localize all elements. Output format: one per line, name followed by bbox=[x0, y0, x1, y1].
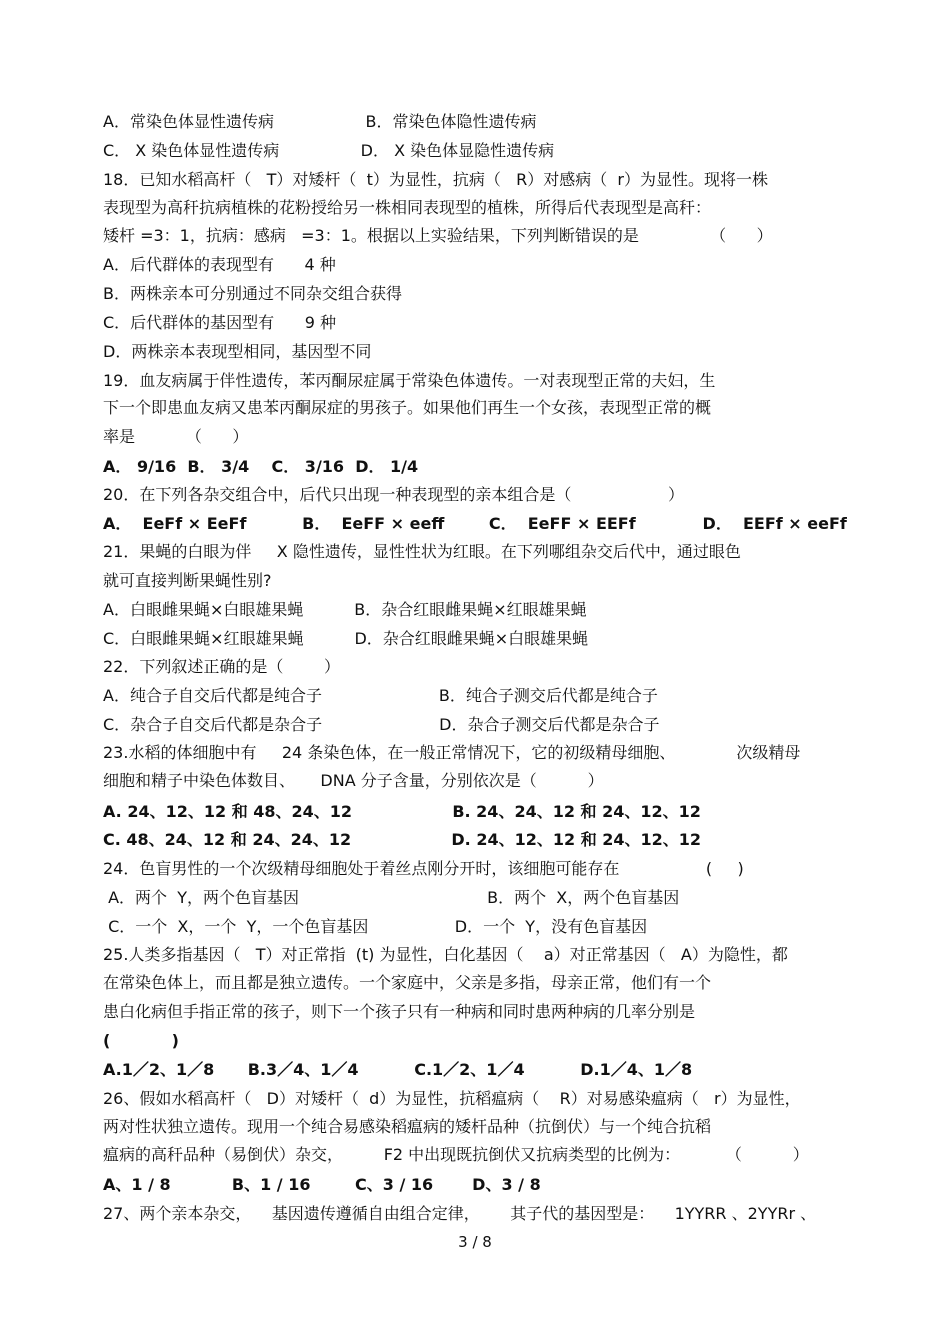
text-line: A． 9/16 B． 3/4 C． 3/16 D． 1/4 bbox=[103, 457, 419, 476]
text-line: D．两株亲本表现型相同，基因型不同 bbox=[103, 342, 372, 361]
text-line: 19．血友病属于伴性遗传，苯丙酮尿症属于常染色体遗传。一对表现型正常的夫妇，生 bbox=[103, 371, 716, 390]
text-line: A. 24、12、12 和 48、24、12 B. 24、24、12 和 24、12、12 bbox=[103, 802, 701, 821]
text-line: 细胞和精子中染色体数目、 DNA 分子含量，分别依次是（ ） bbox=[103, 771, 604, 790]
text-line: B．两株亲本可分别通过不同杂交组合获得 bbox=[103, 284, 402, 303]
text-line: 患白化病但手指正常的孩子，则下一个孩子只有一种病和同时患两种病的几率分别是 bbox=[103, 1002, 696, 1021]
text-line: 25.人类多指基因（ T）对正常指 (t) 为显性，白化基因（ a）对正常基因（ A）为隐性，都 bbox=[103, 945, 788, 964]
text-line: 26、假如水稻高杆（ D）对矮杆（ d）为显性，抗稻瘟病（ R）对易感染瘟病（ r）为显性， bbox=[103, 1089, 801, 1108]
text-line: C． X 染色体显性遗传病 D． X 染色体显隐性遗传病 bbox=[103, 141, 555, 160]
text-line: C．后代群体的基因型有 9 种 bbox=[103, 313, 336, 332]
text-line: 20．在下列各杂交组合中，后代只出现一种表现型的亲本组合是（ ） bbox=[103, 485, 684, 504]
text-line: C. 48、24、12 和 24、24、12 D. 24、12、12 和 24、12、12 bbox=[103, 830, 702, 849]
text-line: A、1 / 8 B、1 / 16 C、3 / 16 D、3 / 8 bbox=[103, 1175, 541, 1194]
text-line: A．后代群体的表现型有 4 种 bbox=[103, 255, 336, 274]
text-line: A．常染色体显性遗传病 B．常染色体隐性遗传病 bbox=[103, 112, 537, 131]
text-line: 就可直接判断果蝇性别? bbox=[103, 571, 272, 590]
text-line: C．一个 X，一个 Y，一个色盲基因 D．一个 Y，没有色盲基因 bbox=[103, 917, 648, 936]
text-line: A．两个 Y，两个色盲基因 B．两个 X，两个色盲基因 bbox=[103, 888, 680, 907]
text-line: A． EeFf × EeFf B． EeFF × eeff C． EeFF × EEFf D． EEFf × eeFf bbox=[103, 514, 847, 533]
text-line: 22．下列叙述正确的是（ ） bbox=[103, 657, 341, 676]
page-number: 3 / 8 bbox=[458, 1233, 492, 1251]
text-line: A．纯合子自交后代都是纯合子 B．纯合子测交后代都是纯合子 bbox=[103, 686, 658, 705]
text-line: 表现型为高秆抗病植株的花粉授给另一株相同表现型的植株，所得后代表现型是高秆： bbox=[103, 198, 712, 217]
text-line: 下一个即患血友病又患苯丙酮尿症的男孩子。如果他们再生一个女孩，表现型正常的概 bbox=[103, 398, 712, 417]
text-line: 矮杆 =3：1，抗病：感病 =3：1。根据以上实验结果，下列判断错误的是 （ ） bbox=[103, 226, 773, 245]
text-line: 27、两个亲本杂交， 基因遗传遵循自由组合定律， 其子代的基因型是： 1YYRR 、2YYRr 、 bbox=[103, 1204, 817, 1223]
text-line: C．白眼雌果蝇×红眼雄果蝇 D．杂合红眼雌果蝇×白眼雄果蝇 bbox=[103, 629, 589, 648]
text-line: 23.水稻的体细胞中有 24 条染色体，在一般正常情况下，它的初级精母细胞、 次级精母 bbox=[103, 743, 801, 762]
text-line: 瘟病的高秆品种（易倒伏）杂交， F2 中出现既抗倒伏又抗病类型的比例为： （ ） bbox=[103, 1145, 809, 1164]
text-line: 率是 （ ） bbox=[103, 427, 249, 446]
text-line: 24．色盲男性的一个次级精母细胞处于着丝点刚分开时，该细胞可能存在 ( ) bbox=[103, 859, 744, 878]
text-line: 18．已知水稻高杆（ T）对矮杆（ t）为显性，抗病（ R）对感病（ r）为显性。现将一株 bbox=[103, 170, 768, 189]
text-line: 在常染色体上，而且都是独立遗传。一个家庭中，父亲是多指，母亲正常，他们有一个 bbox=[103, 973, 712, 992]
text-line: 两对性状独立遗传。现用一个纯合易感染稻瘟病的矮杆品种（抗倒伏）与一个纯合抗稻 bbox=[103, 1117, 712, 1136]
text-line: 21．果蝇的白眼为伴 X 隐性遗传，显性性状为红眼。在下列哪组杂交后代中，通过眼色 bbox=[103, 542, 741, 561]
text-line: C．杂合子自交后代都是杂合子 D．杂合子测交后代都是杂合子 bbox=[103, 715, 660, 734]
text-line: ( ) bbox=[103, 1031, 179, 1050]
text-line: A.1／2、1／8 B.3／4、1／4 C.1／2、1／4 D.1／4、1／8 bbox=[103, 1060, 693, 1079]
text-line: A．白眼雌果蝇×白眼雄果蝇 B．杂合红眼雌果蝇×红眼雄果蝇 bbox=[103, 600, 587, 619]
